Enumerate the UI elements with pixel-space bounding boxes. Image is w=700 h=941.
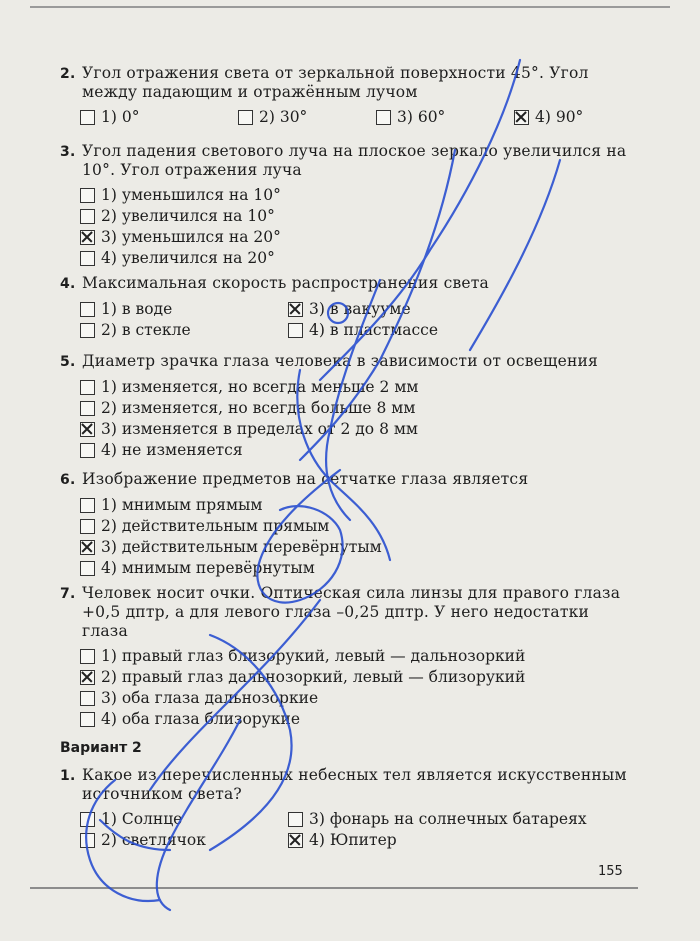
question-text: Какое из перечисленных небесных тел является искусственным источником света?: [82, 766, 627, 803]
option-label: 4) увеличился на 20°: [101, 249, 275, 267]
checkbox[interactable]: [80, 691, 95, 706]
option-label: 1) Солнце: [101, 810, 183, 828]
question-number: 2.: [60, 66, 76, 82]
option-label: 2) правый глаз дальнозоркий, левый — близорукий: [101, 668, 526, 686]
option-label: 4) 90°: [535, 108, 584, 126]
option-label: 1) мнимым прямым: [101, 496, 263, 514]
page-number: 155: [598, 864, 623, 879]
checkbox[interactable]: [80, 519, 95, 534]
option-q5-3[interactable]: [80, 420, 640, 439]
option-q5-1[interactable]: [80, 378, 640, 397]
option-v2q1-2[interactable]: [80, 831, 280, 850]
question-text: Изображение предметов на сетчатке глаза является: [82, 470, 529, 488]
option-q2-2[interactable]: [238, 108, 368, 127]
checkbox[interactable]: [80, 302, 95, 317]
option-q3-4[interactable]: [80, 249, 640, 268]
question-number: 5.: [60, 354, 76, 370]
checkbox-checked[interactable]: [514, 110, 529, 125]
option-label: 2) увеличился на 10°: [101, 207, 275, 225]
option-q3-2[interactable]: [80, 207, 640, 226]
option-q7-3[interactable]: [80, 689, 640, 708]
checkbox-checked[interactable]: [80, 230, 95, 245]
checkbox[interactable]: [80, 323, 95, 338]
checkbox[interactable]: [288, 812, 303, 827]
option-label: 3) в вакууме: [309, 300, 411, 318]
option-label: 2) в стекле: [101, 321, 191, 339]
checkbox[interactable]: [80, 380, 95, 395]
option-label: 2) действительным прямым: [101, 517, 330, 535]
checkbox[interactable]: [80, 209, 95, 224]
top-rule: [30, 6, 670, 8]
option-q5-4[interactable]: [80, 441, 640, 460]
option-label: 3) изменяется в пределах от 2 до 8 мм: [101, 420, 418, 438]
option-q2-1[interactable]: [80, 108, 230, 127]
option-label: 1) уменьшился на 10°: [101, 186, 281, 204]
option-v2q1-4[interactable]: [288, 831, 588, 850]
checkbox[interactable]: [80, 188, 95, 203]
option-q5-2[interactable]: [80, 399, 640, 418]
checkbox[interactable]: [80, 712, 95, 727]
option-label: 2) 30°: [259, 108, 308, 126]
checkbox[interactable]: [80, 812, 95, 827]
checkbox-checked[interactable]: [288, 833, 303, 848]
question-3: [60, 142, 640, 268]
checkbox[interactable]: [80, 401, 95, 416]
option-v2q1-3[interactable]: [288, 810, 588, 829]
checkbox-checked[interactable]: [80, 540, 95, 555]
option-label: 4) Юпитер: [309, 831, 397, 849]
checkbox[interactable]: [80, 110, 95, 125]
option-q4-1[interactable]: [80, 300, 280, 319]
option-label: 4) в пластмассе: [309, 321, 438, 339]
question-text: Диаметр зрачка глаза человека в зависимости от освещения: [82, 352, 599, 370]
option-q4-2[interactable]: [80, 321, 280, 340]
checkbox[interactable]: [376, 110, 391, 125]
option-q7-4[interactable]: [80, 710, 640, 729]
question-number: 7.: [60, 586, 76, 602]
question-4: [60, 274, 640, 340]
option-q2-4[interactable]: [514, 108, 644, 127]
option-label: 3) уменьшился на 20°: [101, 228, 281, 246]
option-label: 2) изменяется, но всегда больше 8 мм: [101, 399, 416, 417]
option-q6-1[interactable]: [80, 496, 640, 515]
option-q3-1[interactable]: [80, 186, 640, 205]
option-label: 4) оба глаза близорукие: [101, 710, 301, 728]
option-q4-4[interactable]: [288, 321, 588, 340]
variant-heading: Вариант 2: [60, 740, 142, 756]
question-5: [60, 352, 640, 460]
question-text: Человек носит очки. Оптическая сила линзы для правого глаза +0,5 дптр, а для левого глаза –0,25 дптр. У него недостатки глаза: [82, 584, 621, 640]
option-q2-3[interactable]: [376, 108, 506, 127]
question-number: 3.: [60, 144, 76, 160]
question-2: [60, 64, 640, 127]
option-q3-3[interactable]: [80, 228, 640, 247]
option-label: 3) оба глаза дальнозоркие: [101, 689, 319, 707]
question-7: [60, 584, 640, 729]
option-q4-3[interactable]: [288, 300, 588, 319]
checkbox[interactable]: [80, 498, 95, 513]
bottom-rule: [30, 887, 638, 889]
question-text: Угол падения светового луча на плоское зеркало увеличился на 10°. Угол отражения луча: [82, 142, 627, 179]
option-label: 1) в воде: [101, 300, 173, 318]
option-q6-2[interactable]: [80, 517, 640, 536]
question-number: 6.: [60, 472, 76, 488]
option-q6-3[interactable]: [80, 538, 640, 557]
question-number: 1.: [60, 768, 76, 784]
option-label: 1) правый глаз близорукий, левый — дальнозоркий: [101, 647, 526, 665]
checkbox[interactable]: [80, 443, 95, 458]
option-q7-2[interactable]: [80, 668, 640, 687]
checkbox[interactable]: [80, 251, 95, 266]
option-label: 4) не изменяется: [101, 441, 243, 459]
checkbox[interactable]: [80, 561, 95, 576]
checkbox[interactable]: [238, 110, 253, 125]
question-6: [60, 470, 640, 578]
checkbox-checked[interactable]: [80, 422, 95, 437]
checkbox[interactable]: [288, 323, 303, 338]
checkbox-checked[interactable]: [288, 302, 303, 317]
option-label: 4) мнимым перевёрнутым: [101, 559, 315, 577]
option-label: 3) 60°: [397, 108, 446, 126]
checkbox[interactable]: [80, 649, 95, 664]
checkbox[interactable]: [80, 833, 95, 848]
option-v2q1-1[interactable]: [80, 810, 280, 829]
question-number: 4.: [60, 276, 76, 292]
question-text: Максимальная скорость распространения света: [82, 274, 489, 292]
checkbox-checked[interactable]: [80, 670, 95, 685]
option-label: 2) светлячок: [101, 831, 206, 849]
option-q6-4[interactable]: [80, 559, 640, 578]
option-q7-1[interactable]: [80, 647, 640, 666]
option-label: 1) 0°: [101, 108, 140, 126]
variant2-question-1: [60, 766, 640, 850]
option-label: 1) изменяется, но всегда меньше 2 мм: [101, 378, 419, 396]
option-label: 3) фонарь на солнечных батареях: [309, 810, 587, 828]
question-text: Угол отражения света от зеркальной поверхности 45°. Угол между падающим и отражённым лучом: [82, 64, 589, 101]
option-label: 3) действительным перевёрнутым: [101, 538, 382, 556]
